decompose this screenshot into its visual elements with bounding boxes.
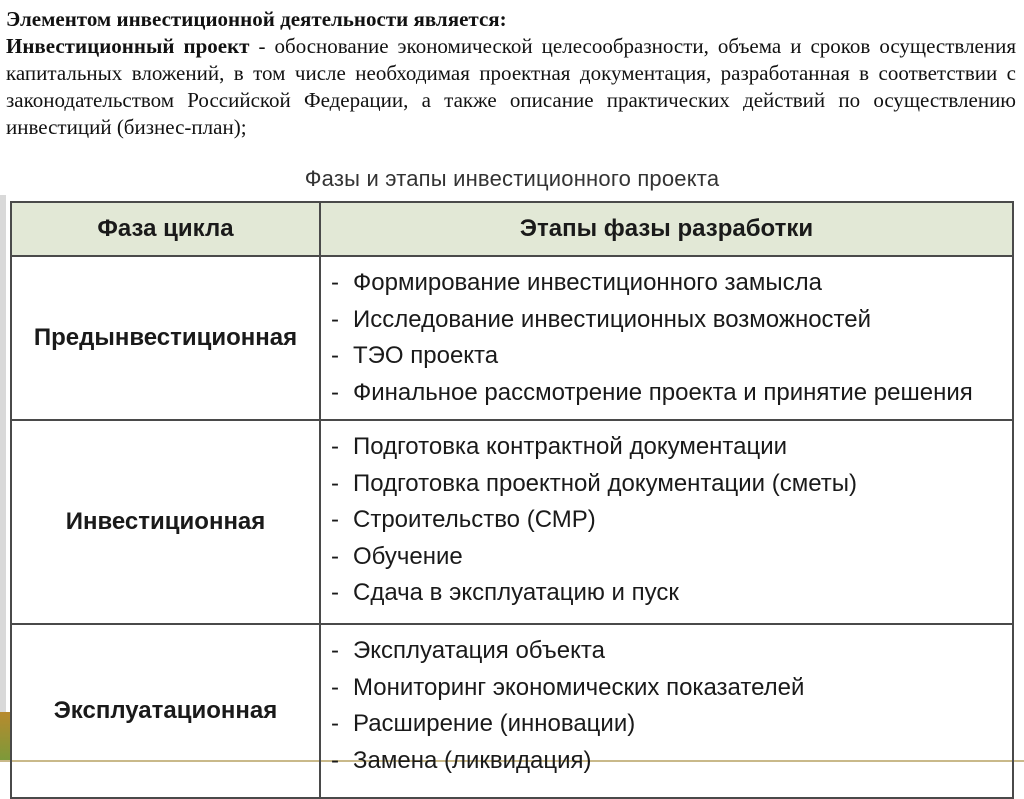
stage-item bbox=[331, 375, 1012, 412]
dash-bullet: - bbox=[331, 637, 339, 664]
dash-bullet: - bbox=[331, 305, 339, 333]
stages-cell bbox=[320, 256, 1013, 420]
stage-text: Формирование инвестиционного замысла bbox=[353, 269, 822, 296]
dash-bullet: - bbox=[331, 342, 339, 369]
dash-bullet: - bbox=[331, 378, 339, 406]
dash-bullet: - bbox=[331, 746, 339, 774]
intro-paragraph bbox=[6, 6, 1016, 141]
stage-text: Финальное рассмотрение проекта и принятие решения bbox=[353, 378, 973, 406]
dash-bullet: - bbox=[331, 579, 339, 606]
dash-bullet: - bbox=[331, 710, 339, 737]
stage-item bbox=[331, 466, 1012, 503]
phase-name-preinvestment: Предынвестиционная bbox=[11, 256, 320, 420]
stage-text: Подготовка проектной документации (сметы) bbox=[353, 469, 857, 497]
stage-text: ТЭО проекта bbox=[353, 342, 499, 369]
stage-item bbox=[331, 706, 1012, 743]
header-phase: Фаза цикла bbox=[11, 202, 320, 256]
stage-item bbox=[331, 302, 1012, 339]
table-row bbox=[11, 256, 1013, 420]
stage-text: Подготовка контрактной документации bbox=[353, 433, 788, 460]
stage-list bbox=[331, 633, 1012, 779]
dash-bullet: - bbox=[331, 269, 339, 296]
table-title: Фазы и этапы инвестиционного проекта bbox=[304, 166, 720, 191]
stage-text: Мониторинг экономических показателей bbox=[353, 673, 805, 701]
stage-text: Строительство (СМР) bbox=[353, 506, 596, 533]
intro-definition: - обоснование экономической целесообразности, объема и сроков осуществления капитальных вложений, в том числе необходимая проектная документация, разработанная в соответствии с законодательством Российской Федерации, а также описание практических действий по осуществлению инвестиций (бизнес-план); bbox=[6, 34, 1016, 139]
stage-item bbox=[331, 575, 1012, 612]
stage-item bbox=[331, 633, 1012, 670]
table-row bbox=[11, 420, 1013, 624]
stage-list bbox=[331, 265, 1012, 411]
stage-text: Обучение bbox=[353, 542, 463, 570]
stage-text: Расширение (инновации) bbox=[353, 710, 636, 737]
stage-item bbox=[331, 743, 1012, 780]
intro-heading: Элементом инвестиционной деятельности является: bbox=[6, 7, 507, 31]
stage-list bbox=[331, 429, 1012, 612]
stage-item bbox=[331, 502, 1012, 539]
stage-text: Эксплуатация объекта bbox=[353, 637, 605, 664]
stage-text: Замена (ликвидация) bbox=[353, 746, 592, 774]
dash-bullet: - bbox=[331, 542, 339, 570]
stage-item bbox=[331, 429, 1012, 466]
table-header-row bbox=[11, 202, 1013, 256]
dash-bullet: - bbox=[331, 469, 339, 497]
dash-bullet: - bbox=[331, 673, 339, 701]
stage-item bbox=[331, 539, 1012, 576]
stage-item bbox=[331, 670, 1012, 707]
header-stages: Этапы фазы разработки bbox=[320, 202, 1013, 256]
phase-name-investment: Инвестиционная bbox=[11, 420, 320, 624]
stages-cell bbox=[320, 624, 1013, 798]
table-row bbox=[11, 624, 1013, 798]
phase-name-operational: Эксплуатационная bbox=[11, 624, 320, 798]
phases-table bbox=[10, 201, 1014, 799]
stage-text: Сдача в эксплуатацию и пуск bbox=[353, 579, 679, 606]
left-decor-bar bbox=[0, 195, 6, 755]
intro-term: Инвестиционный проект bbox=[6, 34, 250, 58]
stage-item bbox=[331, 265, 1012, 302]
stages-cell bbox=[320, 420, 1013, 624]
dash-bullet: - bbox=[331, 506, 339, 533]
stage-text: Исследование инвестиционных возможностей bbox=[353, 305, 872, 333]
stage-item bbox=[331, 338, 1012, 375]
dash-bullet: - bbox=[331, 433, 339, 460]
